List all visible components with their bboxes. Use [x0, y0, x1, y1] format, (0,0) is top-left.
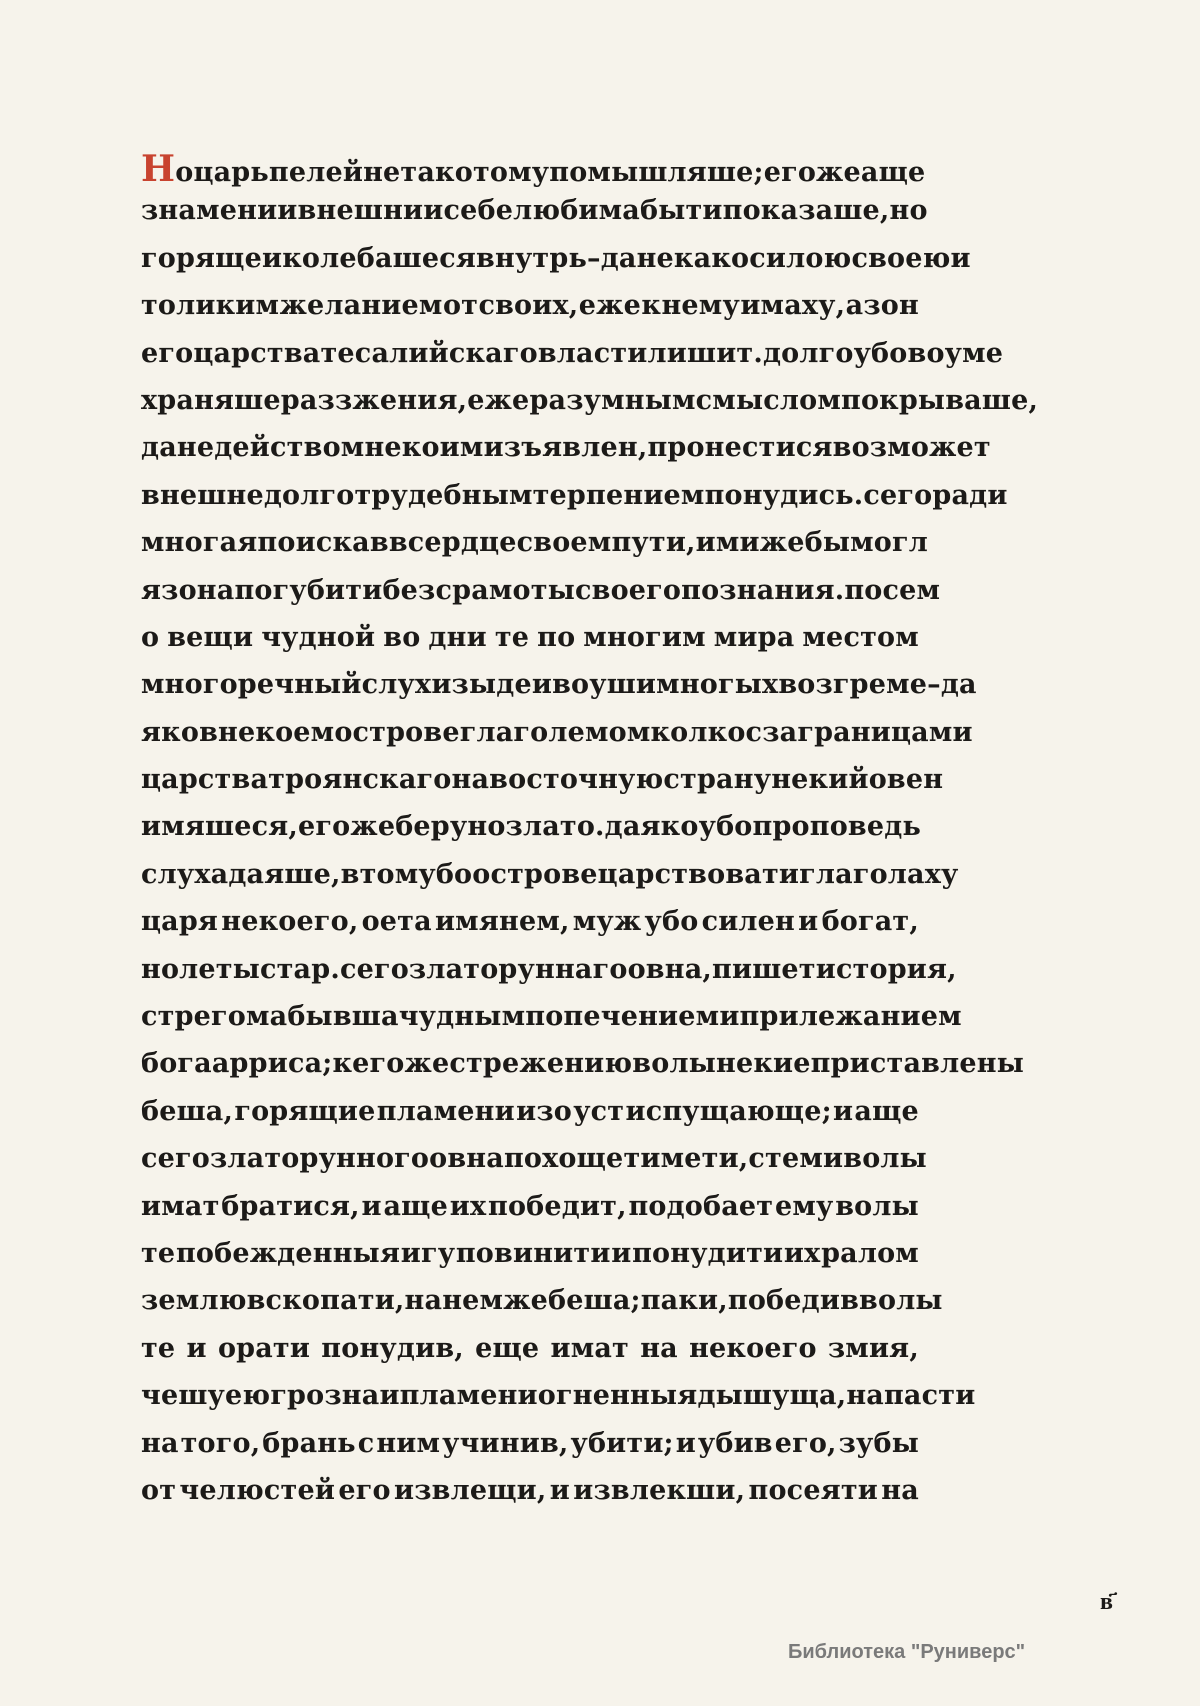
text-word: ему	[774, 1190, 834, 1222]
text-word: победив	[727, 1285, 860, 1317]
text-word: сем	[882, 574, 941, 606]
text-word: яко	[640, 811, 699, 843]
text-word: сердце	[407, 527, 517, 559]
text-word: –	[586, 242, 601, 274]
text-word: уме	[944, 337, 1004, 369]
text-word: пламени	[399, 1380, 538, 1412]
text-word: не	[176, 432, 215, 464]
manuscript-text	[141, 148, 1039, 1522]
text-word: многоречный	[141, 669, 362, 701]
text-word: силен	[701, 906, 796, 938]
text-word: лишит.	[647, 337, 763, 369]
text-line	[141, 669, 977, 716]
text-word: азон	[845, 290, 919, 322]
text-word: землю	[141, 1285, 247, 1317]
text-word: чудной	[261, 621, 376, 653]
text-line	[141, 764, 944, 811]
text-word: некий	[771, 764, 869, 796]
text-word: на	[451, 764, 490, 796]
text-word: многая	[141, 527, 258, 559]
text-line	[141, 242, 971, 290]
text-word: волы	[843, 1143, 927, 1175]
text-word: муж	[572, 906, 642, 938]
text-word: братися,	[221, 1190, 360, 1222]
text-word: пламени	[376, 1095, 515, 1127]
text-word: царь	[193, 157, 269, 188]
text-line	[141, 1191, 919, 1238]
text-word: внутрь	[476, 242, 587, 274]
text-word: на	[141, 1427, 179, 1459]
text-word: горящие	[234, 1095, 376, 1127]
text-word: стар.	[259, 953, 340, 985]
text-line	[141, 290, 919, 337]
text-word: и	[611, 1237, 632, 1269]
text-word: себе	[443, 195, 514, 227]
text-word: убо	[698, 811, 753, 843]
text-word: долго	[762, 337, 854, 369]
text-word: леты	[179, 953, 260, 985]
text-word: бе	[395, 811, 431, 843]
text-word: победит,	[487, 1190, 627, 1222]
text-line	[141, 953, 957, 1001]
text-word: оета	[361, 906, 432, 938]
text-word: аще	[860, 157, 926, 188]
text-line	[141, 148, 926, 195]
text-word: беша,	[141, 1095, 234, 1127]
text-word: и	[675, 1427, 696, 1459]
text-word: помышляше;	[549, 157, 764, 188]
text-word: с	[357, 1427, 375, 1459]
text-word: от	[141, 1474, 177, 1506]
text-word: да	[600, 242, 637, 274]
text-word: приставлены	[810, 1048, 1024, 1080]
text-word: волы	[632, 1048, 716, 1080]
text-word: бога	[141, 1048, 212, 1080]
text-word: грозна	[270, 1380, 380, 1412]
text-word: могл	[850, 527, 928, 559]
text-word: к	[332, 1048, 353, 1080]
text-word: некоего	[689, 1332, 817, 1364]
text-word: повинити	[455, 1237, 611, 1269]
text-word: действом	[214, 432, 365, 464]
text-word: како	[673, 242, 750, 274]
text-word: беша;	[548, 1285, 641, 1317]
text-word: границами	[797, 716, 973, 748]
text-word: тому	[472, 157, 550, 188]
library-credit: Библиотека "Руниверс"	[788, 1641, 1026, 1663]
text-word-rest: о	[175, 157, 194, 188]
text-word: и	[549, 1474, 570, 1506]
text-word: напасти	[846, 1380, 976, 1412]
text-word: бы	[804, 527, 851, 559]
text-word: поискав	[257, 527, 389, 559]
text-word: восточную	[489, 764, 664, 796]
text-word: на	[404, 1285, 443, 1317]
text-word: и	[186, 1332, 207, 1364]
text-word: да	[141, 432, 177, 464]
text-word	[141, 148, 193, 190]
text-word: те	[141, 1332, 176, 1364]
text-word: еще	[475, 1332, 540, 1364]
text-word: троянскаго	[268, 764, 452, 796]
text-word: имяшеся,	[141, 811, 299, 843]
text-word: разумным	[529, 384, 696, 416]
text-word: показаше,	[722, 195, 890, 227]
text-word: погубити	[234, 574, 383, 606]
text-word: в	[388, 527, 408, 559]
text-word: зубы	[838, 1427, 919, 1459]
text-line	[141, 527, 928, 574]
text-word: царства	[193, 337, 321, 369]
text-word: о	[141, 621, 160, 653]
text-word: смыслом	[695, 384, 841, 416]
text-word: изъявлен,	[483, 432, 648, 464]
text-word: на	[881, 1474, 919, 1506]
text-word: понудити	[632, 1237, 784, 1269]
text-word: без	[382, 574, 436, 606]
text-word: многим	[583, 621, 706, 653]
text-word: во	[552, 669, 590, 701]
text-line	[141, 906, 919, 953]
text-word: же	[503, 1285, 549, 1317]
text-word: аще	[854, 1095, 919, 1127]
text-line	[141, 1428, 919, 1475]
text-line	[141, 479, 1008, 527]
text-word: царя	[141, 906, 219, 938]
text-word: и	[261, 242, 283, 274]
text-word: пронестися	[647, 432, 833, 464]
text-word: еже	[467, 384, 530, 416]
text-word: за	[762, 716, 798, 748]
text-word: дни	[428, 621, 487, 653]
text-word: да	[940, 669, 977, 701]
text-word: игу	[400, 1237, 456, 1269]
text-word: испущающе;	[625, 1095, 832, 1127]
text-word: страну	[663, 764, 772, 796]
text-word: имянем,	[434, 906, 570, 938]
text-line	[141, 1475, 919, 1522]
text-word: тако	[400, 157, 473, 188]
text-word: стрежению	[449, 1048, 633, 1080]
text-word: яко	[141, 716, 200, 748]
text-word: власти	[537, 337, 648, 369]
text-word: глаголаху	[799, 858, 959, 890]
text-word: нем	[442, 1285, 504, 1317]
text-word: некоем	[218, 716, 335, 748]
text-word: подобает	[628, 1190, 774, 1222]
text-word: и	[361, 1190, 382, 1222]
text-word: царствовати	[597, 858, 800, 890]
text-word: бывша	[287, 1001, 399, 1033]
text-word: еже	[578, 290, 641, 322]
text-word: пелей	[268, 157, 364, 188]
text-word: нему	[661, 290, 740, 322]
text-word: местом	[802, 621, 919, 653]
text-word: к	[641, 290, 662, 322]
text-word: же	[350, 811, 396, 843]
text-word: сего	[863, 479, 933, 511]
text-line	[141, 574, 941, 622]
text-word: от	[442, 290, 479, 322]
text-word: понудись.	[704, 479, 864, 511]
text-word: змия,	[827, 1332, 919, 1364]
text-word: на	[640, 1332, 678, 1364]
text-word: те	[494, 621, 530, 653]
text-word: слуха	[141, 858, 229, 890]
text-word: царства	[141, 764, 269, 796]
text-word: язона	[141, 574, 235, 606]
text-word: и	[798, 906, 819, 938]
text-line	[141, 1096, 919, 1143]
text-word: стрегома	[141, 1001, 288, 1033]
text-word: толиким	[141, 290, 280, 322]
text-word: своего	[574, 574, 682, 606]
text-word: силою	[749, 242, 852, 274]
text-word: по	[844, 574, 883, 606]
text-word: убо	[853, 337, 908, 369]
text-word: же	[759, 527, 805, 559]
text-word: но	[889, 195, 928, 227]
text-word: терпением	[532, 479, 705, 511]
text-word: аще	[383, 1190, 448, 1222]
text-word: понудив,	[321, 1332, 464, 1364]
text-word: их	[783, 1237, 821, 1269]
text-word: слух	[361, 669, 432, 701]
text-word: том	[359, 858, 419, 890]
text-word: ралом	[821, 1237, 919, 1269]
text-word: по	[537, 621, 576, 653]
text-word: орати	[217, 1332, 311, 1364]
text-word: сего	[339, 953, 409, 985]
text-word: ими	[695, 527, 760, 559]
text-word: учинив,	[442, 1427, 569, 1459]
text-word: своею	[851, 242, 951, 274]
text-line	[141, 1048, 1024, 1095]
text-line	[141, 1333, 919, 1380]
text-word: имат	[550, 1332, 629, 1364]
text-word: волы	[835, 1190, 919, 1222]
text-word: овен	[868, 764, 944, 796]
text-word: да	[604, 811, 641, 843]
text-word: убо	[418, 858, 473, 890]
text-line	[141, 622, 919, 669]
text-word: овна,	[627, 953, 712, 985]
text-word: храняше	[141, 384, 281, 416]
text-line	[141, 1143, 927, 1190]
text-word: пишет	[712, 953, 816, 985]
text-word: имаху,	[740, 290, 846, 322]
text-word: колебашеся	[282, 242, 477, 274]
text-word: богат,	[821, 906, 919, 938]
drop-initial-letter: Н	[141, 148, 176, 190]
text-word: знамении	[141, 195, 298, 227]
text-word: похощет	[503, 1143, 641, 1175]
text-word: и	[531, 669, 553, 701]
text-word: извлещи,	[393, 1474, 547, 1506]
text-line	[141, 195, 928, 242]
text-word: проповедь	[752, 811, 921, 843]
text-word: ним	[376, 1427, 441, 1459]
text-line	[141, 384, 1039, 432]
text-word: и	[379, 1380, 400, 1412]
text-word: но	[141, 953, 180, 985]
text-word: глаголемом	[459, 716, 651, 748]
text-word: своих,	[478, 290, 579, 322]
text-word: срамоты	[435, 574, 575, 606]
text-word: златоруннаго	[408, 953, 628, 985]
text-word: убити;	[570, 1427, 674, 1459]
text-word: в	[199, 716, 219, 748]
text-word: сего	[141, 1143, 210, 1175]
text-word: злато.	[505, 811, 605, 843]
text-word: его	[141, 337, 194, 369]
text-word: имети,	[640, 1143, 749, 1175]
text-word: его,	[774, 1427, 837, 1459]
text-word: уши	[589, 669, 657, 701]
text-word: желанием	[279, 290, 443, 322]
text-word: чешуею	[141, 1380, 271, 1412]
text-word: любима	[513, 195, 640, 227]
text-word: изо	[516, 1095, 572, 1127]
text-word: познания.	[681, 574, 845, 606]
text-word: имат	[141, 1190, 220, 1222]
text-word: убо	[644, 906, 699, 938]
text-word: дышуща,	[697, 1380, 847, 1412]
text-word: брань	[262, 1427, 356, 1459]
page-number: в҃	[1100, 1586, 1113, 1615]
text-line	[141, 858, 959, 906]
text-word: острове	[472, 858, 598, 890]
text-word: волы	[859, 1285, 943, 1317]
text-word: колкос	[650, 716, 763, 748]
text-word: челюстей	[179, 1474, 336, 1506]
text-word: история,	[815, 953, 957, 985]
text-word: не	[363, 157, 401, 188]
text-word: горяще	[141, 242, 262, 274]
text-word: паки,	[640, 1285, 728, 1317]
text-word: долготрудебным	[263, 479, 533, 511]
text-word: побежденныя	[175, 1237, 401, 1269]
text-line	[141, 432, 991, 479]
text-word: вскопати,	[246, 1285, 405, 1317]
text-word: убив	[697, 1427, 773, 1459]
text-word: егоже	[352, 1048, 450, 1080]
text-word: раззжения,	[280, 384, 468, 416]
text-word: уст	[573, 1095, 625, 1127]
text-word: возгреме	[778, 669, 928, 701]
text-word: своем	[516, 527, 612, 559]
text-line	[141, 716, 973, 764]
text-word: изыде	[431, 669, 532, 701]
text-word: не	[636, 242, 674, 274]
text-word: многых	[656, 669, 779, 701]
text-word: те	[141, 1237, 176, 1269]
text-word: во	[907, 337, 945, 369]
text-word: быти	[640, 195, 723, 227]
text-word: возможет	[832, 432, 991, 464]
text-word: в	[340, 858, 360, 890]
text-word: того,	[180, 1427, 261, 1459]
text-word: егоже	[763, 157, 861, 188]
text-word: арриса;	[211, 1048, 333, 1080]
text-word: даяше,	[228, 858, 341, 890]
text-word: ради	[932, 479, 1008, 511]
text-word: внешне	[141, 479, 264, 511]
text-word: –	[927, 669, 941, 701]
text-word: мира	[713, 621, 795, 653]
text-line	[141, 337, 1004, 385]
text-line	[141, 1001, 962, 1048]
text-word: и	[832, 1095, 854, 1127]
text-word: теми	[765, 1143, 844, 1175]
text-word: посеяти	[748, 1474, 879, 1506]
text-line	[141, 1285, 943, 1332]
text-word: и	[950, 242, 971, 274]
text-word: его	[338, 1474, 391, 1506]
text-word: извлекши,	[573, 1474, 746, 1506]
text-word: пути,	[611, 527, 696, 559]
text-word: тесалийскаго	[320, 337, 538, 369]
text-word: некие	[715, 1048, 811, 1080]
text-word: с	[748, 1143, 766, 1175]
text-word: некоего,	[221, 906, 359, 938]
text-word: овна	[429, 1143, 504, 1175]
text-word: огненныя	[537, 1380, 698, 1412]
text-word: вещи	[167, 621, 254, 653]
text-word: его	[298, 811, 351, 843]
text-word: попечением	[525, 1001, 720, 1033]
text-word: прилежанием	[739, 1001, 962, 1033]
text-word: их	[449, 1190, 487, 1222]
text-word: острове	[334, 716, 460, 748]
text-line	[141, 811, 919, 858]
text-line	[141, 1380, 976, 1427]
text-line	[141, 1238, 919, 1285]
text-word: покрываше,	[840, 384, 1039, 416]
text-word: чудным	[398, 1001, 526, 1033]
text-word: внешнии	[297, 195, 444, 227]
text-word: златорунного	[209, 1143, 430, 1175]
text-word: руно	[430, 811, 506, 843]
text-word: некоим	[364, 432, 484, 464]
text-word: во	[383, 621, 421, 653]
text-word: и	[719, 1001, 740, 1033]
